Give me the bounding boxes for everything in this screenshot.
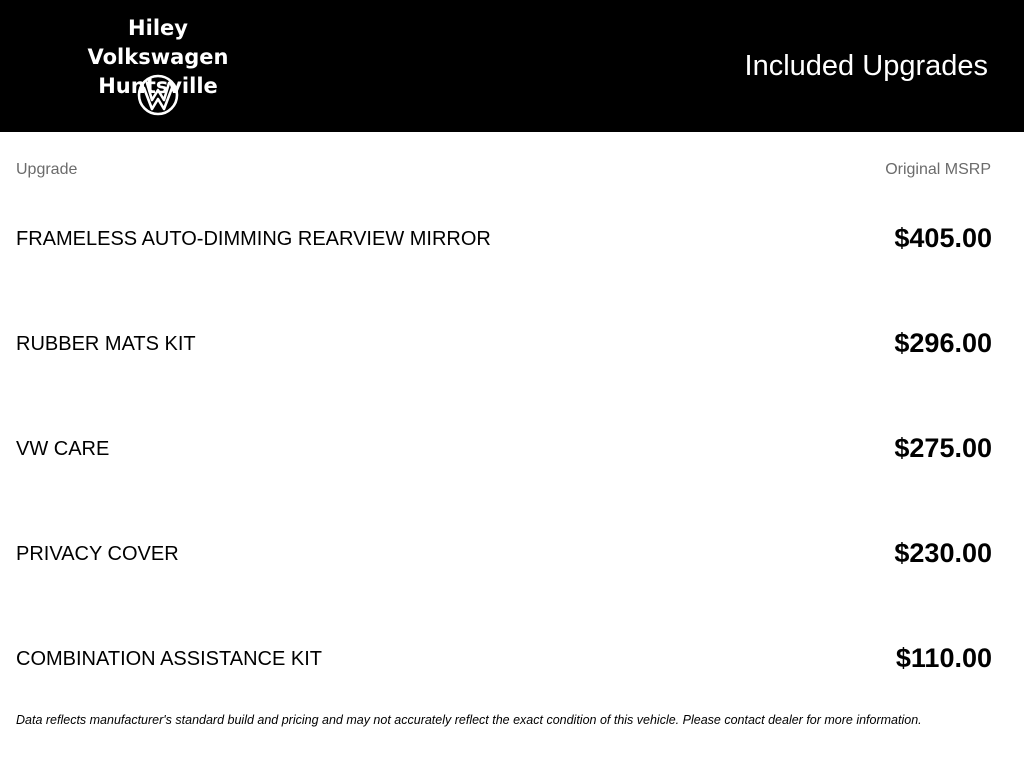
table-row bbox=[16, 533, 992, 573]
upgrade-price: $275.00 bbox=[894, 433, 992, 463]
vw-logo-icon bbox=[137, 74, 179, 116]
upgrade-name: RUBBER MATS KIT bbox=[16, 333, 196, 355]
header-banner bbox=[0, 0, 1024, 132]
page-title: Included Upgrades bbox=[744, 50, 988, 82]
upgrade-name: VW CARE bbox=[16, 438, 110, 460]
upgrade-price: $296.00 bbox=[894, 328, 992, 358]
column-header-upgrade: Upgrade bbox=[16, 161, 78, 178]
table-row bbox=[16, 323, 992, 363]
column-header-msrp: Original MSRP bbox=[885, 161, 991, 178]
table-row bbox=[16, 638, 992, 678]
upgrade-price: $230.00 bbox=[894, 538, 992, 568]
upgrade-price: $405.00 bbox=[894, 223, 992, 253]
disclaimer-text: Data reflects manufacturer's standard build and pricing and may not accurately reflect the exact condition of this vehicle. Please contact dealer for more information. bbox=[16, 713, 922, 727]
upgrade-name: PRIVACY COVER bbox=[16, 543, 179, 565]
upgrade-name: FRAMELESS AUTO-DIMMING REARVIEW MIRROR bbox=[16, 228, 491, 250]
table-row bbox=[16, 218, 992, 258]
table-row bbox=[16, 428, 992, 468]
dealer-city: Huntsville bbox=[98, 74, 218, 98]
dealer-name: Hiley Volkswagen bbox=[87, 16, 229, 69]
upgrade-name: COMBINATION ASSISTANCE KIT bbox=[16, 648, 322, 670]
upgrade-price: $110.00 bbox=[895, 643, 992, 673]
